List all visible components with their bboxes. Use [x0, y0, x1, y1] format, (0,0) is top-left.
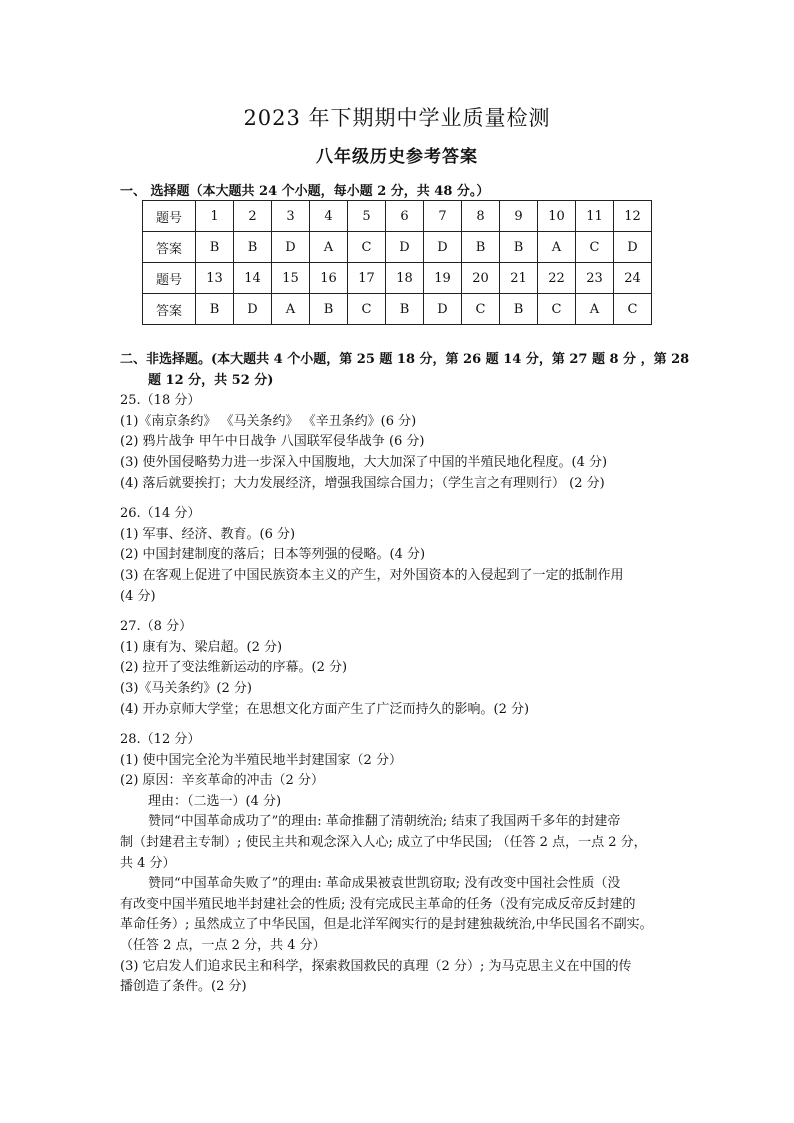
table-cell: B: [234, 232, 272, 263]
table-cell: 10: [538, 201, 576, 232]
q25-answer-2: (2) 鸦片战争 甲午中日战争 八国联军侵华战争 (6 分): [120, 434, 425, 450]
table-cell: B: [310, 294, 348, 325]
table-cell: 16: [310, 263, 348, 294]
table-cell: B: [386, 294, 424, 325]
table-cell: C: [538, 294, 576, 325]
table-cell: D: [386, 232, 424, 263]
table-cell: 4: [310, 201, 348, 232]
table-cell: 19: [424, 263, 462, 294]
q26-title: 26.（14 分）: [120, 506, 201, 522]
table-cell: A: [576, 294, 614, 325]
q28-paragraph-1-line-3: 共 4 分）: [120, 855, 176, 871]
table-cell: 13: [196, 263, 234, 294]
table-cell: D: [234, 294, 272, 325]
table-cell: 18: [386, 263, 424, 294]
table-cell: B: [196, 232, 234, 263]
q28-answer-2: (2) 原因：辛亥革命的冲击（2 分）: [120, 773, 324, 789]
q27-answer-1: (1) 康有为、梁启超。(2 分): [120, 639, 283, 655]
table-cell: D: [614, 232, 652, 263]
table-cell: A: [538, 232, 576, 263]
table-cell: D: [272, 232, 310, 263]
q26-answer-2: (2) 中国封建制度的落后；日本等列强的侵略。(4 分): [120, 547, 426, 563]
table-cell: C: [348, 232, 386, 263]
table-cell: A: [310, 232, 348, 263]
table-cell: 3: [272, 201, 310, 232]
table-label-ans: 答案: [143, 232, 196, 263]
table-cell: 23: [576, 263, 614, 294]
q25-answer-4: (4) 落后就要挨打；大力发展经济，增强我国综合国力；（学生言之有理则行） (2 分): [120, 475, 605, 491]
table-cell: 22: [538, 263, 576, 294]
q28-answer-3: (3) 它启发人们追求民主和科学，探索救国救民的真理（2 分）; 为马克思主义在中国的传: [120, 958, 632, 974]
section2-body: [120, 350, 690, 998]
q27-answer-2: (2) 拉开了变法维新运动的序幕。(2 分): [120, 660, 348, 676]
q28-paragraph-2-line-4: （任答 2 点，一点 2 分，共 4 分）: [120, 938, 326, 954]
q25-title: 25.（18 分）: [120, 393, 201, 409]
table-cell: B: [500, 294, 538, 325]
q26-answer-3: (3) 在客观上促进了中国民族资本主义的产生，对外国资本的入侵起到了一定的抵制作用: [120, 567, 624, 583]
q27-answer-3: (3)《马关条约》(2 分): [120, 680, 252, 696]
table-cell: 7: [424, 201, 462, 232]
q28-title: 28.（12 分）: [120, 732, 201, 748]
table-cell: B: [462, 232, 500, 263]
q28-paragraph-1: 赞同“中国革命成功了”的理由: 革命推翻了清朝统治; 结束了我国两千多年的封建帝: [148, 814, 621, 830]
table-cell: B: [196, 294, 234, 325]
q27-title: 27.（8 分）: [120, 619, 193, 635]
section1-heading: 一、 选择题（本大题共 24 个小题，每小题 2 分，共 48 分。）: [120, 184, 490, 199]
table-cell: C: [576, 232, 614, 263]
table-cell: D: [424, 294, 462, 325]
table-cell: 12: [614, 201, 652, 232]
table-cell: 2: [234, 201, 272, 232]
table-cell: 1: [196, 201, 234, 232]
table-cell: 14: [234, 263, 272, 294]
q25-answer-3: (3) 使外国侵略势力进一步深入中国腹地，大大加深了中国的半殖民地化程度。(4 分): [120, 454, 608, 470]
table-label-num: 题号: [143, 263, 196, 294]
q28-paragraph-2-line-2: 有改变中国半殖民地半封建社会的性质; 没有完成民主革命的任务（没有完成反帝反封建的: [120, 896, 636, 912]
table-label-num: 题号: [143, 201, 196, 232]
table-cell: 11: [576, 201, 614, 232]
table-row: [143, 201, 652, 232]
table-cell: B: [500, 232, 538, 263]
table-row: [143, 294, 652, 325]
page-title: 2023 年下期期中学业质量检测: [243, 106, 551, 130]
page-subtitle: 八年级历史参考答案: [316, 147, 478, 167]
q26-answer-1: (1) 军事、经济、教育。(6 分): [120, 526, 296, 542]
table-cell: C: [614, 294, 652, 325]
table-cell: 9: [500, 201, 538, 232]
table-cell: 21: [500, 263, 538, 294]
section2-heading: 二、非选择题。(本大题共 4 个小题，第 25 题 18 分，第 26 题 14 分，第 27 题 8 分 ，第 28: [120, 352, 690, 367]
q28-answer-1: (1) 使中国完全沦为半殖民地半封建国家（2 分）: [120, 752, 402, 768]
table-cell: C: [348, 294, 386, 325]
table-cell: 17: [348, 263, 386, 294]
section2-heading-cont: 题 12 分，共 52 分): [148, 372, 274, 388]
table-cell: 20: [462, 263, 500, 294]
q25-answer-1: (1)《南京条约》 《马关条约》 《辛丑条约》(6 分): [120, 413, 417, 429]
table-cell: C: [462, 294, 500, 325]
table-label-ans: 答案: [143, 294, 196, 325]
table-cell: 6: [386, 201, 424, 232]
q28-answer-2-reason: 理由：（二选一）(4 分): [148, 793, 282, 809]
table-cell: A: [272, 294, 310, 325]
table-cell: D: [424, 232, 462, 263]
table-cell: 15: [272, 263, 310, 294]
q27-answer-4: (4) 开办京师大学堂；在思想文化方面产生了广泛而持久的影响。(2 分): [120, 701, 530, 717]
table-cell: 24: [614, 263, 652, 294]
q28-answer-3-line-2: 播创造了条件。(2 分): [120, 979, 247, 995]
q28-paragraph-1-line-2: 制（封建君主专制）; 使民主共和观念深入人心; 成立了中华民国; （任答 2 点，一点 2 分，: [120, 835, 647, 851]
table-row: [143, 232, 652, 263]
table-row: [143, 263, 652, 294]
q28-paragraph-2-line-3: 革命任务）; 虽然成立了中华民国，但是北洋军阀实行的是封建独裁统治,中华民国名不副实。: [120, 917, 653, 933]
table-cell: 5: [348, 201, 386, 232]
choice-answer-table: [142, 200, 652, 325]
table-cell: 8: [462, 201, 500, 232]
q28-paragraph-2: 赞同“中国革命失败了”的理由: 革命成果被袁世凯窃取; 没有改变中国社会性质（没: [148, 876, 621, 892]
q26-answer-3-score: (4 分): [120, 588, 156, 604]
